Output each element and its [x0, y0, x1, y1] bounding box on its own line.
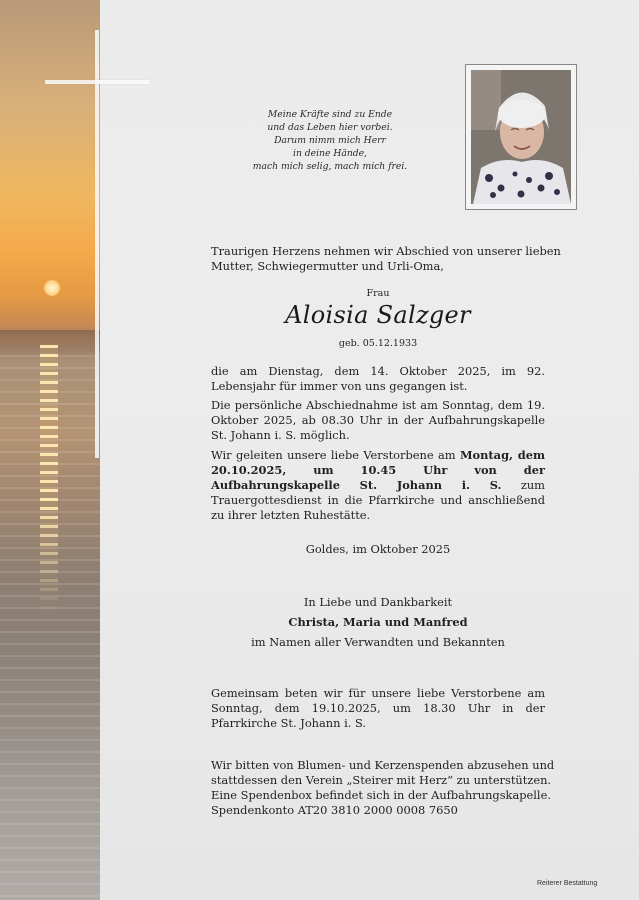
salutation: Frau	[366, 288, 390, 299]
intro-line-1: Traurigen Herzens nehmen wir Abschied von unserer lieben	[211, 244, 561, 258]
death-paragraph: die am Dienstag, dem 14. Oktober 2025, im 92. Lebensjahr für immer von uns gegangen ist.	[211, 364, 545, 393]
funeral-date-time: Montag, dem 20.10.2025, um 10.45 Uhr von der Aufbahrungskapelle St. Johann i. S.	[211, 448, 545, 492]
portrait-image	[471, 70, 571, 204]
birth-date: geb. 05.12.1933	[338, 338, 418, 349]
funeral-home-credit: Reiterer Bestattung	[537, 880, 598, 887]
memorial-quote	[240, 108, 420, 173]
bank-account: Spendenkonto AT20 3810 2000 0008 7650	[211, 803, 458, 817]
funeral-text-start: Wir geleiten unsere liebe Verstorbene am	[211, 448, 460, 462]
sunset-sea-image	[0, 0, 100, 900]
quote-line: in deine Hände,	[293, 148, 367, 159]
sun-glow	[44, 280, 60, 296]
funeral-text-end: zum Trauergottesdienst in die Pfarrkirche und anschließend zu ihrer letzten Ruhestätte.	[211, 478, 545, 522]
funeral-paragraph	[211, 448, 545, 523]
cross-icon-bar	[45, 80, 150, 84]
quote-line: Meine Kräfte sind zu Ende	[267, 109, 393, 120]
portrait-photo	[465, 64, 577, 210]
quote-line: und das Leben hier vorbei.	[267, 122, 393, 133]
farewell-paragraph: Die persönliche Abschiednahme ist am Sonntag, dem 19. Oktober 2025, ab 08.30 Uhr in der Aufbahrungskapelle St. Johann i. S. möglich.	[211, 398, 545, 442]
place-date: Goldes, im Oktober 2025	[305, 542, 451, 556]
donation-line: Wir bitten von Blumen- und Kerzenspenden abzusehen und	[211, 758, 555, 772]
sun-reflection	[40, 345, 58, 615]
donation-line: Eine Spendenbox befindet sich in der Aufbahrungskapelle.	[211, 788, 551, 802]
portrait-illustration	[471, 70, 571, 204]
quote-line: mach mich selig, mach mich frei.	[252, 161, 408, 172]
relatives-line: im Namen aller Verwandten und Bekannten	[251, 635, 505, 649]
donation-paragraph	[211, 758, 555, 818]
family-names: Christa, Maria und Manfred	[288, 615, 468, 629]
donation-line: stattdessen den Verein „Steirer mit Herz“ zu unterstützen.	[211, 773, 552, 787]
quote-line: Darum nimm mich Herr	[274, 135, 386, 146]
intro-text	[211, 244, 561, 274]
intro-line-2: Mutter, Schwiegermutter und Urli-Oma,	[211, 259, 444, 273]
closing-intro: In Liebe und Dankbarkeit	[303, 595, 453, 609]
deceased-name: Aloisia Salzger	[285, 301, 471, 329]
cross-icon	[95, 30, 99, 458]
prayer-paragraph: Gemeinsam beten wir für unsere liebe Verstorbene am Sonntag, dem 19.10.2025, um 18.30 Uhr in der Pfarrkirche St. Johann i. S.	[211, 686, 545, 730]
horizon-line	[0, 330, 100, 346]
